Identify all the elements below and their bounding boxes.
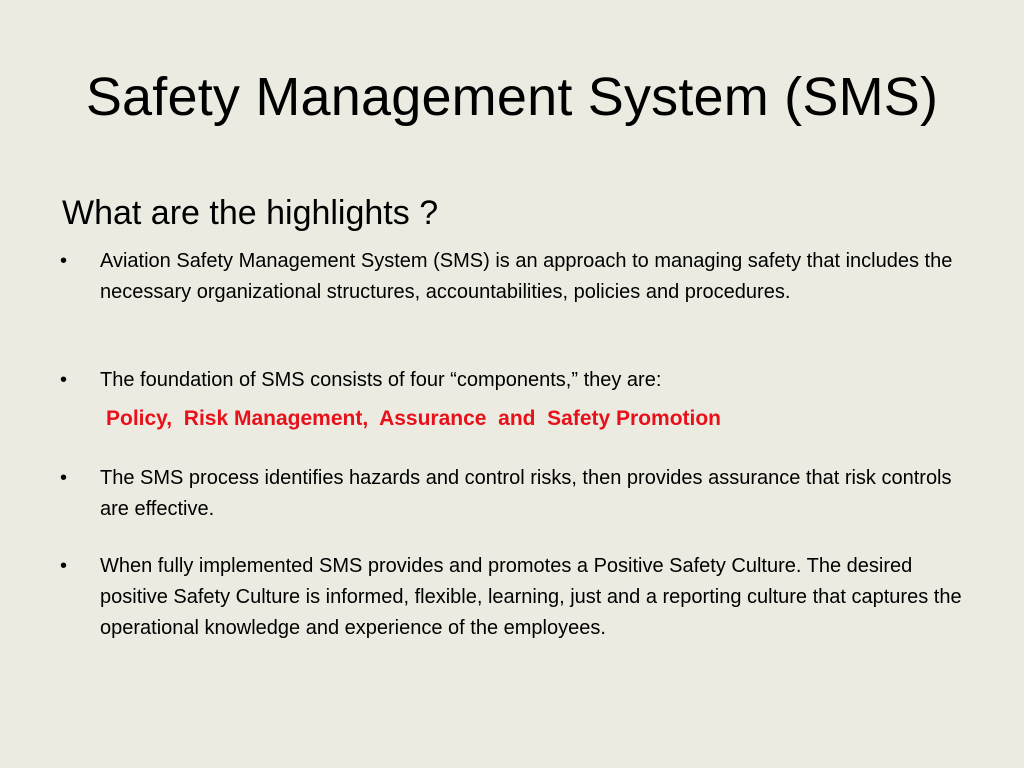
slide-subtitle: What are the highlights ? (62, 194, 439, 232)
bullet-text: When fully implemented SMS provides and promotes a Positive Safety Culture. The desired positive Safety Culture is informed, flexible, learning, just and a reporting culture that captures the operational knowledge and experience of the employees. (100, 555, 962, 639)
bullet-item (60, 246, 970, 308)
bullet-item (60, 551, 970, 644)
slide-title: Safety Management System (SMS) (85, 67, 939, 127)
bullet-item (60, 463, 970, 525)
bullet-text: Aviation Safety Management System (SMS) is an approach to managing safety that includes the necessary organizational structures, accountabilities, policies and procedures. (100, 250, 953, 303)
bullet-marker: • (60, 369, 68, 391)
bullet-item (60, 365, 970, 396)
bullet-text: The SMS process identifies hazards and control risks, then provides assurance that risk controls are effective. (100, 467, 952, 520)
bullet-marker: • (60, 467, 68, 489)
sms-components-highlight: Policy, Risk Management, Assurance and Safety Promotion (106, 407, 721, 430)
bullet-text: The foundation of SMS consists of four “components,” they are: (100, 369, 662, 391)
bullet-marker: • (60, 250, 68, 272)
bullet-marker: • (60, 555, 68, 577)
